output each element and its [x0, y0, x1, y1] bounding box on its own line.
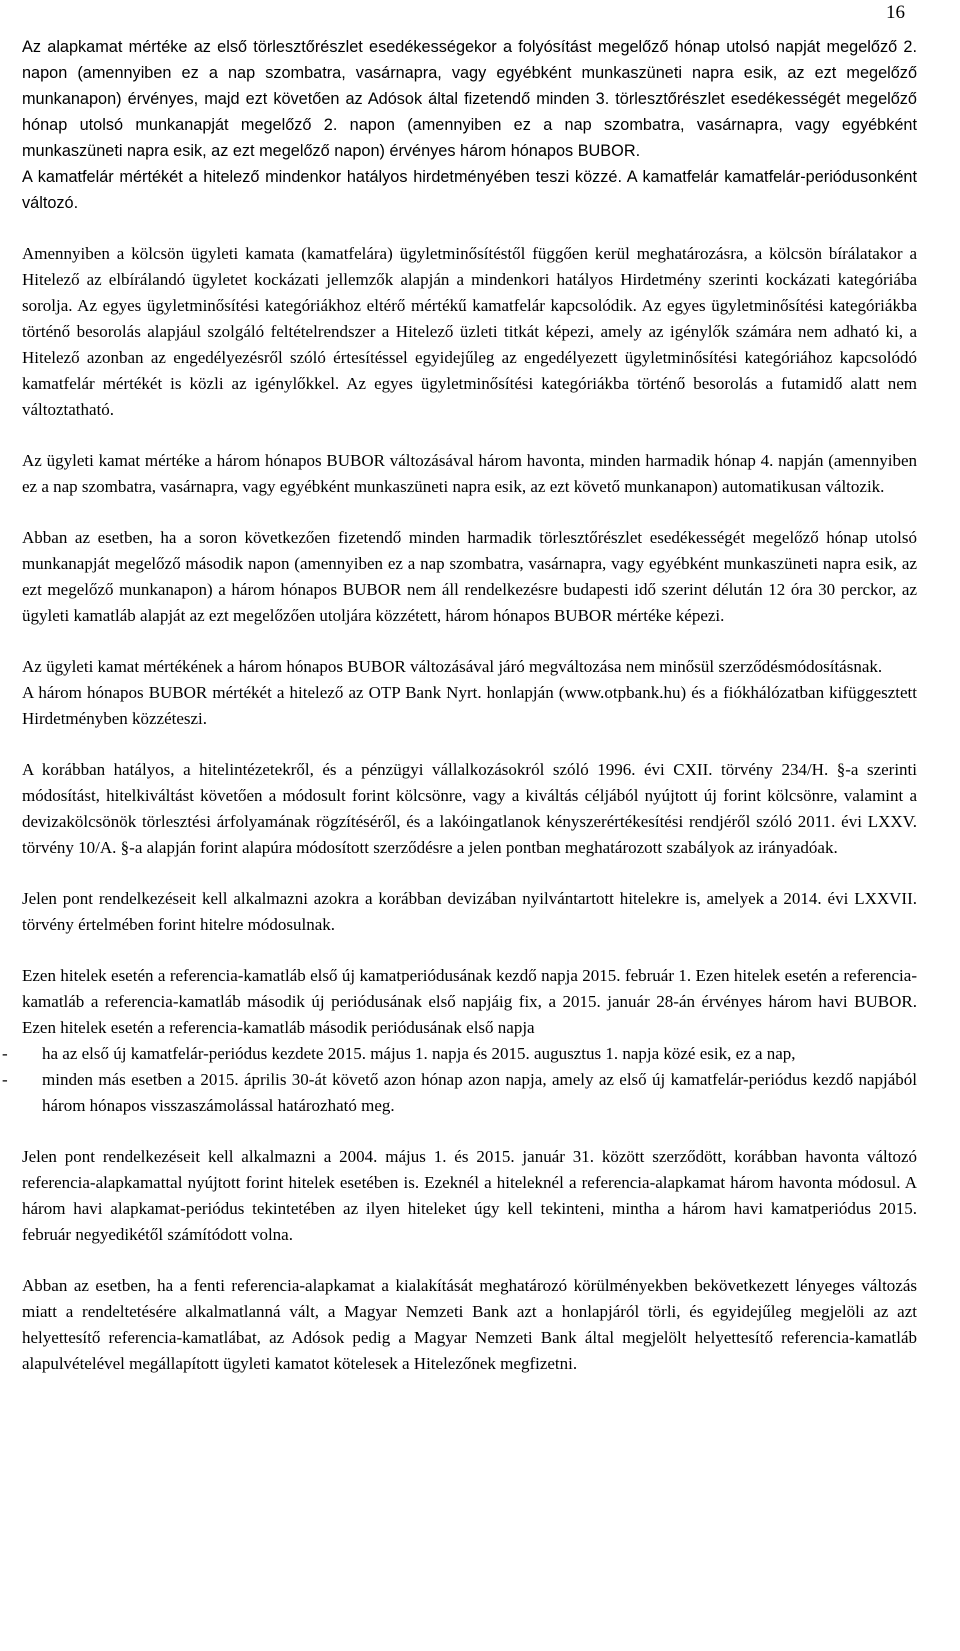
- paragraph-rate-change: Az ügyleti kamat mértéke a három hónapos BUBOR változásával három havonta, minden harmadik hónap 4. napján (amennyiben ez a nap szombatra, vasárnapra, vagy egyébként munkaszüneti napra esik, az ezt követő munkanapon) automatikusan változik.: [22, 451, 917, 496]
- paragraph-legal-basis: A korábban hatályos, a hitelintézetekről, és a pénzügyi vállalkozásokról szóló 1996. évi CXII. törvény 234/H. §-a szerinti módosítást, hitelkiváltást követően a módosult forint kölcsönre, vagy a kiváltás céljából nyújtott új forint kölcsönre, valamint a devizakölcsönök törlesztési árfolyamának rögzítéséről, és a lakóingatlanok kényszerértékesítési rendjéről szóló 2011. évi LXXV. törvény 10/A. §-a alapján forint alapúra módosított szerződésre a jelen pontban meghatározott szabályok az irányadóak.: [22, 760, 917, 857]
- list-item-text: minden más esetben a 2015. április 30-át követő azon hónap azon napja, amely az első új kamatfelár-periódus kezdő napjából három hónapos visszaszámolással határozható meg.: [42, 1070, 917, 1115]
- paragraph-not-amendment: Az ügyleti kamat mértékének a három hónapos BUBOR változásával járó megváltozása nem minősül szerződésmódosításnak.: [22, 657, 883, 676]
- paragraph-risk-category: Amennyiben a kölcsön ügyleti kamata (kamatfelára) ügyletminősítéstől függően kerül meghatározásra, a kölcsön bírálatakor a Hitelező az elbírálandó ügyletet kockázati jellemzők alapján a mindenkori hatályos Hirdetmény szerinti kockázati kategóriába sorolja. Az egyes ügyletminősítési kategóriákhoz eltérő mértékű kamatfelár kapcsolódik. Az egyes ügyletminősítési kategóriákba történő besorolás alapjául szolgáló feltételrendszer a Hitelező üzleti titkát képezi, amely az igénylők számára nem adható ki, a Hitelező azonban az engedélyezésről szóló értesítéssel egyidejűleg az engedélyezett ügyletminősítési kategóriához kapcsolódó kamatfelár mértékét is közli az igénylőkkel. Az egyes ügyletminősítési kategóriákba történő besorolás a futamidő alatt nem változtatható.: [22, 244, 917, 419]
- page-number: 16: [886, 2, 905, 23]
- paragraph-margin: A kamatfelár mértékét a hitelező mindenkor hatályos hirdetményében teszi közzé. A kamatfelár kamatfelár-periódusonként változó.: [22, 168, 917, 212]
- document-body: [2, 34, 917, 1377]
- list-item: [2, 1067, 917, 1119]
- list-item-text: ha az első új kamatfelár-periódus kezdete 2015. május 1. napja és 2015. augusztus 1. napja közé esik, ez a nap,: [42, 1044, 796, 1063]
- dash-marker: -: [2, 1070, 8, 1089]
- dash-marker: -: [2, 1044, 8, 1063]
- list-item: [2, 1041, 917, 1067]
- paragraph-fx-loans: Jelen pont rendelkezéseit kell alkalmazni azokra a korábban devizában nyilvántartott hitelekre is, amelyek a 2014. évi LXXVII. törvény értelmében forint hitelre módosulnak.: [22, 889, 917, 934]
- paragraph-reference-rate: Ezen hitelek esetén a referencia-kamatláb első új kamatperiódusának kezdő napja 2015. február 1. Ezen hitelek esetén a referencia-kamatláb a referencia-kamatláb második új periódusának első napjáig fix, a 2015. január 28-án érvényes három havi BUBOR. Ezen hitelek esetén a referencia-kamatláb második periódusának első napja: [22, 966, 917, 1037]
- paragraph-rate-replacement: Abban az esetben, ha a fenti referencia-alapkamat a kialakítását meghatározó körülményekben bekövetkezett lényeges változás miatt a rendeltetésére alkalmatlanná vált, a Magyar Nemzeti Bank azt a honlapjáról törli, és egyidejűleg megjelöli az azt helyettesítő referencia-kamatlábat, az Adósok pedig a Magyar Nemzeti Bank által megjelölt helyettesítő referencia-kamatláb alapulvételével megállapított ügyleti kamatot kötelesek a Hitelezőnek megfizetni.: [22, 1276, 917, 1373]
- reference-rate-list: [2, 1041, 917, 1119]
- paragraph-bubor-publication: A három hónapos BUBOR mértékét a hitelező az OTP Bank Nyrt. honlapján (www.otpbank.hu) és a fiókhálózatban kifüggesztett Hirdetményben közzéteszi.: [22, 683, 917, 728]
- paragraph-bubor-unavailable: Abban az esetben, ha a soron következően fizetendő minden harmadik törlesztőrészlet esedékességét megelőző hónap utolsó munkanapját megelőző második napon (amennyiben ez a nap szombatra, vasárnapra, vagy egyébként munkaszüneti napra esik, az ezt megelőző munkanapon) a három hónapos BUBOR nem áll rendelkezésre budapesti idő szerint délután 12 óra 30 perckor, az ügyleti kamatláb alapját az ezt megelőzően utoljára közzétett, három hónapos BUBOR mértéke képezi.: [22, 528, 917, 625]
- paragraph-monthly-loans: Jelen pont rendelkezéseit kell alkalmazni a 2004. május 1. és 2015. január 31. között szerződött, korábban havonta változó referencia-alapkamattal nyújtott forint hitelek esetében is. Ezeknél a hiteleknél a referencia-alapkamat három havonta módosul. A három havi alapkamat-periódus tekintetében az ilyen hiteleket úgy kell tekinteni, mintha a három havi kamatperiódus 2015. február negyedikétől számítódott volna.: [22, 1147, 917, 1244]
- paragraph-base-rate: Az alapkamat mértéke az első törlesztőrészlet esedékességekor a folyósítást megelőző hónap utolsó napját megelőző 2. napon (amennyiben ez a nap szombatra, vasárnapra, vagy egyébként munkaszüneti napra esik, az ezt megelőző munkanapon) érvényes, majd ezt követően az Adósok által fizetendő minden 3. törlesztőrészlet esedékességét megelőző hónap utolsó munkanapját megelőző 2. napon (amennyiben ez a nap szombatra, vasárnapra, vagy egyébként munkaszüneti napra esik, az ezt megelőző napon) érvényes három hónapos BUBOR.: [22, 38, 917, 160]
